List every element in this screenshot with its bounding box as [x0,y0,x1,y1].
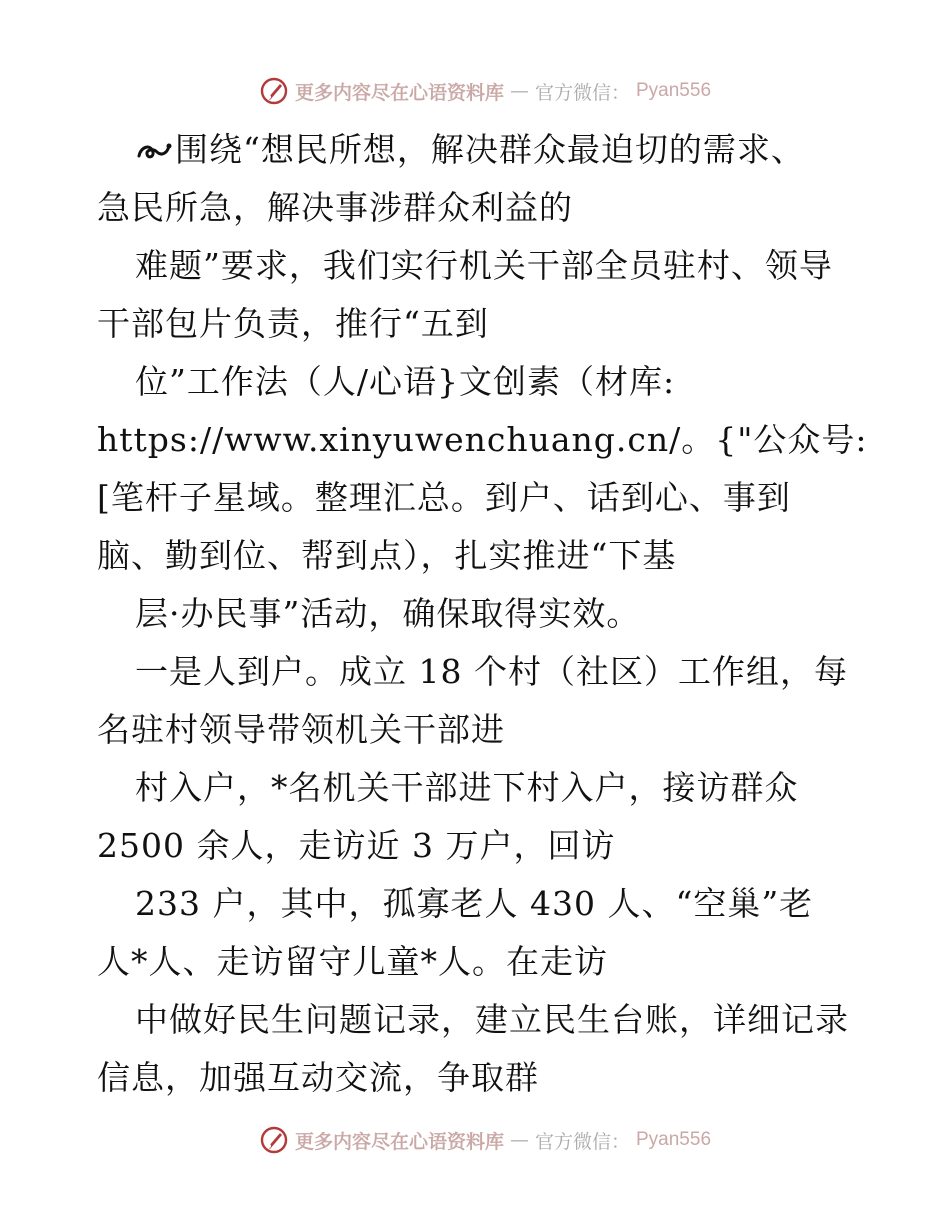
paragraph-line: 中做好民生问题记录，建立民生台账，详细记录 [135,1000,849,1039]
watermark-dash: — [509,80,529,102]
watermark-id: Pyan556 [636,80,712,101]
paragraph-line: 一是人到户。成立 18 个村（社区）工作组，每 [135,652,848,691]
paragraph-line: 脑、勤到位、帮到点），扎实推进“下基 [97,536,677,575]
paragraph-line: 2500 余人，走访近 3 万户，回访 [97,826,616,865]
paragraph-line: 村入户，*名机关干部进下村入户，接访群众 [135,768,799,807]
paragraph-line: 信息，加强互动交流，争取群 [97,1058,539,1097]
paragraph-line: 位”工作法（人/心语}文创素（材库: [135,362,676,401]
watermark-label: 官方微信： [534,81,630,104]
ornament-swirl-icon [135,133,173,159]
paragraph-line [135,130,805,170]
paragraph-line: 名驻村领导带领机关干部进 [97,710,505,749]
paragraph-line: [笔杆子星域。整理汇总。到户、话到心、事到 [97,478,791,517]
watermark [259,76,711,106]
watermark-label: 官方微信： [534,1130,630,1153]
pen-nib-logo-icon [259,1125,289,1155]
paragraph-line: 干部包片负责，推行“五到 [97,304,489,343]
header-watermark [0,71,950,111]
paragraph-line: 层·办民事”活动，确保取得实效。 [135,594,641,633]
pen-nib-logo-icon [259,76,289,106]
watermark [259,1125,711,1155]
paragraph-line: 233 户，其中，孤寡老人 430 人、“空巢”老 [135,884,814,923]
paragraph-line: https://www.xinyuwenchuang.cn/。{"公众号: [97,420,868,459]
paragraph-line: 难题”要求，我们实行机关干部全员驻村、领导 [135,246,833,285]
watermark-id: Pyan556 [636,1129,712,1150]
paragraph-line: 人*人、走访留守儿童*人。在走访 [97,942,608,981]
watermark-brand: 更多内容尽在心语资料库 [294,81,504,104]
watermark-brand: 更多内容尽在心语资料库 [294,1130,504,1153]
paragraph-line: 急民所急，解决事涉群众利益的 [97,188,573,227]
watermark-dash: — [509,1129,529,1151]
line-text: 围绕“想民所想，解决群众最迫切的需求、 [175,130,805,169]
footer-watermark [0,1120,950,1160]
